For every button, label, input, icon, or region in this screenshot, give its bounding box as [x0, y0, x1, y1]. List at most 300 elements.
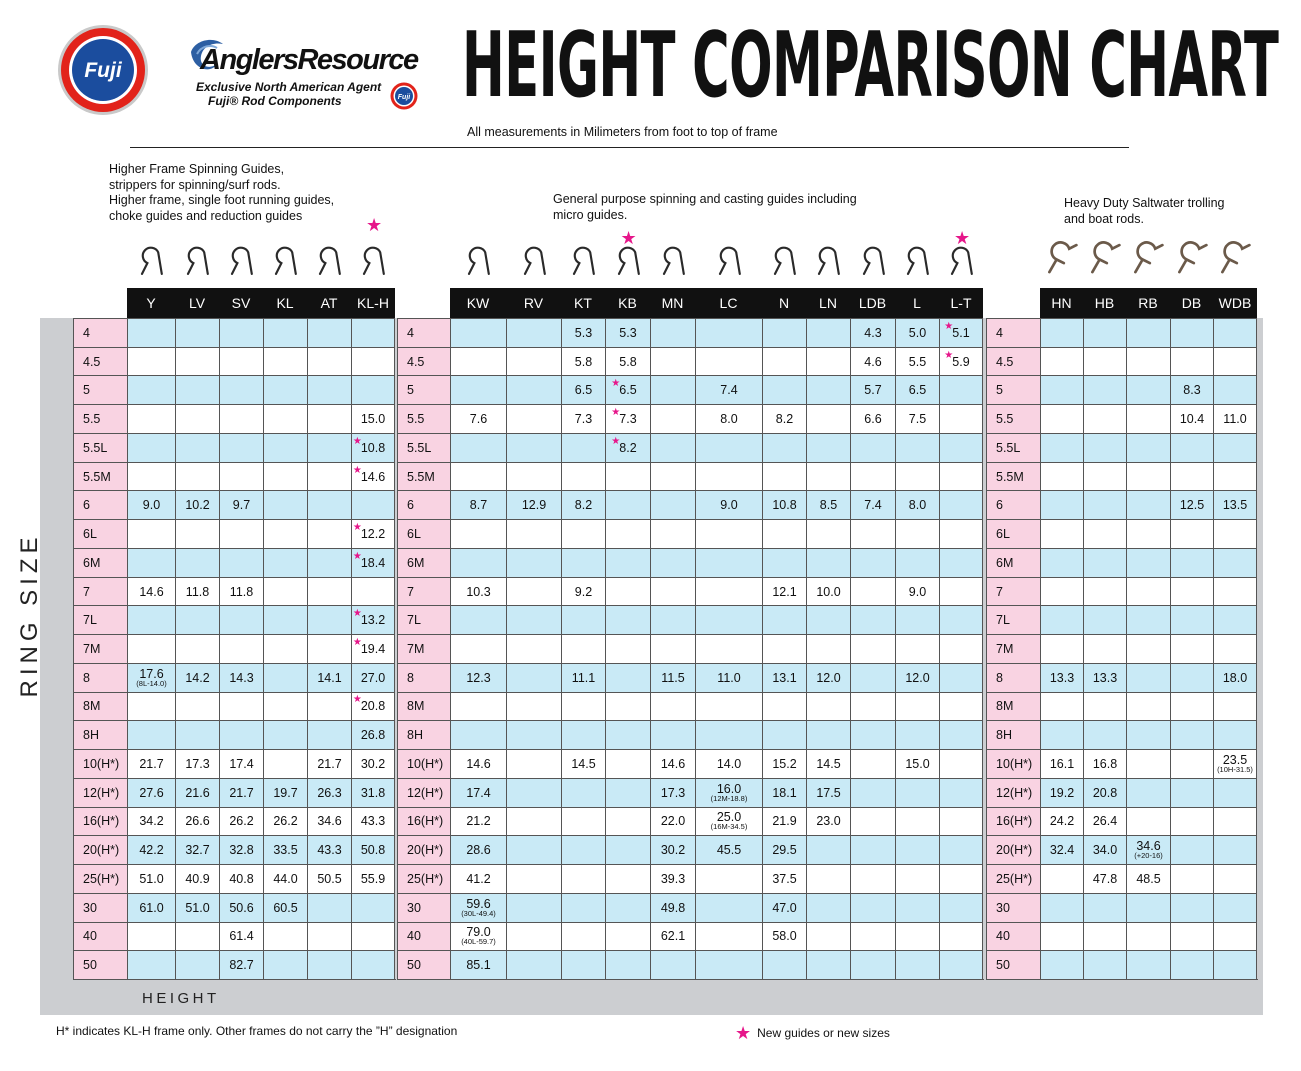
- table-cell: [850, 778, 895, 807]
- table-cell: [762, 778, 806, 807]
- table-cell: [1170, 720, 1213, 749]
- table-cell: [263, 404, 307, 433]
- table-cell: [1213, 634, 1257, 663]
- cell-value: [185, 672, 209, 684]
- column-header-l-t: L-T: [939, 288, 983, 318]
- cell-value: [466, 787, 490, 799]
- cell-number: 19.4: [360, 641, 386, 656]
- cell-value: [1050, 815, 1074, 827]
- cell-value: [185, 815, 209, 827]
- cell-value: [820, 499, 837, 511]
- cell-number: 37.5: [772, 871, 797, 886]
- cell-number: 32.8: [229, 843, 254, 858]
- cell-number: 62.1: [660, 929, 686, 944]
- table-cell: [850, 375, 895, 404]
- table-cell: [263, 663, 307, 692]
- column-header-n: N: [762, 288, 806, 318]
- table-cell: [1170, 404, 1213, 433]
- table-cell: [175, 720, 219, 749]
- cell-number: 61.4: [229, 929, 254, 944]
- table-cell: [561, 922, 605, 951]
- cell-value: [575, 499, 592, 511]
- cell-number: 43.3: [317, 843, 342, 858]
- table-cell: [806, 577, 850, 606]
- table-cell: [1170, 950, 1213, 979]
- table-cell: [351, 548, 395, 577]
- cell-number: 15.0: [360, 412, 386, 427]
- column-header-wdb: WDB: [1213, 288, 1257, 318]
- table-cell: [450, 749, 506, 778]
- new-size-star-icon: ★: [352, 522, 362, 534]
- table-cell: [450, 893, 506, 922]
- cell-number: 21.2: [466, 814, 491, 829]
- row-label: 6: [397, 490, 450, 519]
- cell-number: 5.3: [574, 325, 593, 340]
- table-cell: [1040, 864, 1083, 893]
- table-cell: [1213, 605, 1257, 634]
- cell-value: [1183, 384, 1200, 396]
- cell-number: 5.3: [619, 325, 637, 340]
- cell-number: 10.4: [1179, 412, 1205, 427]
- table-cell: [762, 318, 806, 347]
- table-cell: [1040, 893, 1083, 922]
- guide-db-icon: [1174, 232, 1210, 282]
- table-cell: [1213, 577, 1257, 606]
- table-cell: [1126, 605, 1170, 634]
- cell-number: 6.5: [908, 383, 927, 398]
- cell-number: 45.5: [716, 843, 742, 858]
- table-cell: [650, 634, 695, 663]
- table-cell: [1213, 404, 1257, 433]
- table-cell: [1170, 749, 1213, 778]
- table-cell: [650, 749, 695, 778]
- row-label: 40: [397, 922, 450, 951]
- cell-value: [909, 586, 926, 598]
- cell-value: [229, 959, 253, 971]
- cell-value: [352, 636, 386, 656]
- table-cell: [506, 663, 561, 692]
- row-label: 5: [986, 375, 1040, 404]
- title-rule: [130, 147, 1129, 148]
- table-cell: [695, 375, 762, 404]
- new-size-star-icon: ★: [611, 435, 621, 447]
- table-cell: [1040, 548, 1083, 577]
- table-cell: [895, 893, 939, 922]
- cell-value: [352, 522, 386, 542]
- cell-value: [361, 758, 385, 770]
- table-cell: [939, 663, 983, 692]
- table-cell: [695, 950, 762, 979]
- table-cell: [695, 404, 762, 433]
- row-label: 8H: [397, 720, 450, 749]
- table-cell: [1213, 433, 1257, 462]
- cell-value: [139, 787, 163, 799]
- row-label: 8M: [73, 692, 127, 721]
- cell-value: [317, 844, 341, 856]
- row-label: 30: [397, 893, 450, 922]
- cell-number: 19.2: [1049, 785, 1075, 800]
- cell-value: [229, 930, 253, 942]
- table-cell: [561, 462, 605, 491]
- cell-number: 15.2: [772, 756, 797, 771]
- table-cell: [762, 807, 806, 836]
- cell-value: [909, 384, 926, 396]
- anglers-resource-tagline-2: Fuji® Rod Components: [208, 94, 342, 108]
- cell-number: 5.8: [574, 354, 593, 369]
- table-cell: [939, 864, 983, 893]
- table-cell: [450, 864, 506, 893]
- table-cell: [450, 548, 506, 577]
- row-label: 8H: [73, 720, 127, 749]
- table-cell: [650, 404, 695, 433]
- table-cell: [307, 922, 351, 951]
- cell-value: [466, 844, 490, 856]
- cell-value: [1093, 815, 1117, 827]
- table-cell: [450, 375, 506, 404]
- table-cell: [450, 404, 506, 433]
- cell-number: 12.0: [816, 670, 841, 685]
- table-cell: [1170, 922, 1213, 951]
- table-cell: [650, 663, 695, 692]
- table-cell: [263, 950, 307, 979]
- row-label: 5: [73, 375, 127, 404]
- table-cell: [1083, 548, 1126, 577]
- cell-value: [466, 815, 490, 827]
- cell-value: [229, 902, 253, 914]
- table-cell: [1040, 807, 1083, 836]
- table-cell: [175, 864, 219, 893]
- table-cell: [506, 835, 561, 864]
- table-cell: [850, 893, 895, 922]
- table-cell: [1170, 375, 1213, 404]
- table-cell: [175, 605, 219, 634]
- table-cell: [762, 462, 806, 491]
- cell-value: [575, 413, 592, 425]
- table-cell: [450, 778, 506, 807]
- cell-value: [575, 356, 592, 368]
- table-cell: [605, 490, 650, 519]
- cell-number: 49.8: [660, 900, 686, 915]
- cell-value: [1223, 499, 1247, 511]
- row-label: 6L: [397, 519, 450, 548]
- cell-number: 32.4: [1049, 843, 1075, 858]
- table-cell: [307, 807, 351, 836]
- cell-value: [461, 898, 496, 918]
- table-cell: [127, 462, 175, 491]
- table-cell: [1213, 720, 1257, 749]
- table-cell: [650, 605, 695, 634]
- table-cell: [263, 807, 307, 836]
- row-label: 8: [397, 663, 450, 692]
- table-cell: [127, 519, 175, 548]
- table-cell: [895, 778, 939, 807]
- table-cell: [351, 375, 395, 404]
- table-cell: [219, 720, 263, 749]
- table-cell: [127, 893, 175, 922]
- cell-value: [273, 844, 297, 856]
- cell-number: 5.7: [864, 383, 882, 398]
- cell-number: 14.1: [317, 670, 342, 685]
- table-cell: [806, 318, 850, 347]
- cell-value: [661, 787, 685, 799]
- table-cell: [263, 490, 307, 519]
- table-cell: [605, 807, 650, 836]
- table-cell: [175, 577, 219, 606]
- table-cell: [307, 692, 351, 721]
- row-label: 5: [397, 375, 450, 404]
- table-cell: [219, 893, 263, 922]
- row-label: 5.5L: [73, 433, 127, 462]
- table-cell: [307, 548, 351, 577]
- table-cell: [1213, 519, 1257, 548]
- new-size-star-icon: ★: [611, 378, 621, 390]
- table-cell: [263, 433, 307, 462]
- table-cell: [806, 634, 850, 663]
- new-size-star-icon: ★: [352, 694, 362, 706]
- table-cell: [1040, 347, 1083, 376]
- guide-rb-icon: [1130, 232, 1166, 282]
- cell-number: 7.4: [720, 383, 738, 398]
- table-cell: [695, 893, 762, 922]
- table-cell: [762, 347, 806, 376]
- table-cell: [1040, 663, 1083, 692]
- cell-number: 4.6: [864, 354, 882, 369]
- cell-value: [352, 435, 386, 455]
- table-cell: [762, 634, 806, 663]
- cell-number: 5.8: [619, 354, 637, 369]
- table-cell: [263, 864, 307, 893]
- cell-number: 60.5: [273, 900, 298, 915]
- cell-value: [185, 758, 209, 770]
- cell-value: [772, 787, 796, 799]
- ring-size-axis-label: RING SIZE: [16, 532, 43, 698]
- row-label: 10(H*): [73, 749, 127, 778]
- table-cell: [219, 605, 263, 634]
- table-cell: [219, 950, 263, 979]
- cell-value: [711, 783, 748, 803]
- table-cell: [695, 519, 762, 548]
- cell-value: [772, 902, 796, 914]
- table-cell: [695, 663, 762, 692]
- cell-value: [776, 413, 793, 425]
- table-cell: [219, 318, 263, 347]
- cell-number: 14.6: [139, 584, 164, 599]
- table-cell: [850, 922, 895, 951]
- table-cell: [650, 950, 695, 979]
- table-cell: [506, 318, 561, 347]
- cell-value: [361, 873, 385, 885]
- cell-value: [1093, 758, 1117, 770]
- cell-number: 47.0: [772, 900, 797, 915]
- table-cell: [762, 720, 806, 749]
- table-cell: [762, 950, 806, 979]
- table-cell: [605, 318, 650, 347]
- table-cell: [351, 778, 395, 807]
- table-cell: [650, 490, 695, 519]
- row-label: 4: [73, 318, 127, 347]
- cell-value: [816, 787, 840, 799]
- cell-number: 8.7: [469, 498, 488, 513]
- table-cell: [650, 375, 695, 404]
- table-cell: [939, 433, 983, 462]
- table-cell: [850, 490, 895, 519]
- table-cell: [605, 749, 650, 778]
- table-cell: [850, 807, 895, 836]
- cell-value: [572, 672, 595, 684]
- cell-number: 7.3: [619, 412, 637, 427]
- cell-number: 13.3: [1049, 670, 1075, 685]
- table-cell: [1126, 922, 1170, 951]
- table-cell: [605, 634, 650, 663]
- table-cell: [1126, 462, 1170, 491]
- cell-subnote: (12M-18.8): [710, 793, 748, 803]
- row-label: 4: [986, 318, 1040, 347]
- table-cell: [605, 720, 650, 749]
- cell-number: 10.8: [360, 440, 386, 455]
- table-cell: [561, 318, 605, 347]
- cell-number: 11.5: [661, 670, 685, 685]
- group-caption-general: General purpose spinning and casting guides including micro guides.: [553, 192, 857, 222]
- cell-value: [352, 464, 386, 484]
- cell-value: [1050, 758, 1074, 770]
- table-cell: [506, 433, 561, 462]
- cell-value: [361, 729, 385, 741]
- cell-number: 20.8: [360, 699, 386, 714]
- table-cell: [1213, 893, 1257, 922]
- cell-value: [611, 407, 637, 427]
- table-cell: [1040, 375, 1083, 404]
- table-cell: [806, 490, 850, 519]
- table-cell: [1170, 634, 1213, 663]
- table-cell: [219, 922, 263, 951]
- table-cell: [175, 634, 219, 663]
- table-cell: [1170, 548, 1213, 577]
- row-label: 5.5: [397, 404, 450, 433]
- table-cell: [895, 462, 939, 491]
- cell-number: 61.0: [139, 900, 164, 915]
- table-cell: [806, 922, 850, 951]
- row-label: 6M: [397, 548, 450, 577]
- table-cell: [1126, 519, 1170, 548]
- table-cell: [1083, 375, 1126, 404]
- column-header-at: AT: [307, 288, 351, 318]
- cell-number: 10.3: [466, 584, 491, 599]
- cell-value: [661, 873, 685, 885]
- table-cell: [1213, 375, 1257, 404]
- table-cell: [806, 347, 850, 376]
- table-cell: [219, 347, 263, 376]
- table-cell: [1083, 634, 1126, 663]
- cell-value: [909, 413, 926, 425]
- row-label: 12(H*): [73, 778, 127, 807]
- cell-number: 26.8: [360, 728, 386, 743]
- table-cell: [351, 462, 395, 491]
- table-cell: [605, 835, 650, 864]
- table-cell: [1213, 490, 1257, 519]
- cell-number: 13.2: [360, 613, 386, 628]
- table-cell: [695, 548, 762, 577]
- table-bottom-border: [397, 979, 984, 980]
- table-cell: [850, 720, 895, 749]
- table-cell: [605, 375, 650, 404]
- cell-value: [233, 499, 250, 511]
- table-cell: [939, 519, 983, 548]
- row-label: 8H: [986, 720, 1040, 749]
- table-cell: [219, 807, 263, 836]
- new-guide-star-icon: ★: [620, 228, 637, 248]
- guide-kw-icon: [460, 232, 496, 282]
- table-cell: [263, 720, 307, 749]
- table-cell: [127, 605, 175, 634]
- table-cell: [263, 835, 307, 864]
- cell-value: [352, 550, 386, 570]
- table-cell: [1126, 663, 1170, 692]
- table-cell: [939, 950, 983, 979]
- table-cell: [1126, 692, 1170, 721]
- cell-value: [944, 320, 970, 340]
- row-label: 7L: [986, 605, 1040, 634]
- table-cell: [506, 347, 561, 376]
- cell-number: 10.0: [816, 584, 841, 599]
- table-cell: [219, 634, 263, 663]
- row-label: 7M: [986, 634, 1040, 663]
- table-cell: [605, 347, 650, 376]
- cell-number: 6.5: [574, 383, 593, 398]
- table-cell: [939, 692, 983, 721]
- table-cell: [1040, 778, 1083, 807]
- table-cell: [695, 634, 762, 663]
- table-cell: [1083, 778, 1126, 807]
- cell-subnote: (40L-59.7): [461, 937, 496, 947]
- table-cell: [450, 634, 506, 663]
- table-cell: [695, 864, 762, 893]
- table-cell: [895, 519, 939, 548]
- column-header-lc: LC: [695, 288, 762, 318]
- cell-number: 14.3: [229, 670, 254, 685]
- table-cell: [561, 663, 605, 692]
- cell-value: [816, 815, 840, 827]
- new-size-star-icon: ★: [352, 636, 362, 648]
- cell-number: 47.8: [1092, 871, 1118, 886]
- row-label: 8M: [986, 692, 1040, 721]
- cell-value: [864, 384, 881, 396]
- cell-value: [470, 413, 487, 425]
- table-cell: [450, 577, 506, 606]
- cell-number: 42.2: [139, 843, 164, 858]
- cell-number: 21.7: [229, 785, 254, 800]
- group-caption-spinning: Higher Frame Spinning Guides, strippers for spinning/surf rods. Higher frame, single foot running guides, choke guides and reduction guides: [109, 162, 335, 223]
- table-cell: [307, 749, 351, 778]
- row-label: 6: [73, 490, 127, 519]
- cell-number: 29.5: [772, 843, 797, 858]
- row-label: 40: [986, 922, 1040, 951]
- cell-number: 40.8: [229, 871, 254, 886]
- table-cell: [895, 864, 939, 893]
- cell-value: [772, 873, 796, 885]
- table-cell: [219, 433, 263, 462]
- cell-value: [136, 668, 166, 688]
- table-cell: [939, 893, 983, 922]
- table-cell: [175, 749, 219, 778]
- table-cell: [605, 605, 650, 634]
- cell-value: [317, 873, 341, 885]
- table-cell: [506, 462, 561, 491]
- guide-wdb-icon: [1217, 232, 1253, 282]
- row-label: 5.5L: [986, 433, 1040, 462]
- cell-value: [1050, 672, 1074, 684]
- table-cell: [762, 519, 806, 548]
- fuji-logo: [57, 24, 149, 116]
